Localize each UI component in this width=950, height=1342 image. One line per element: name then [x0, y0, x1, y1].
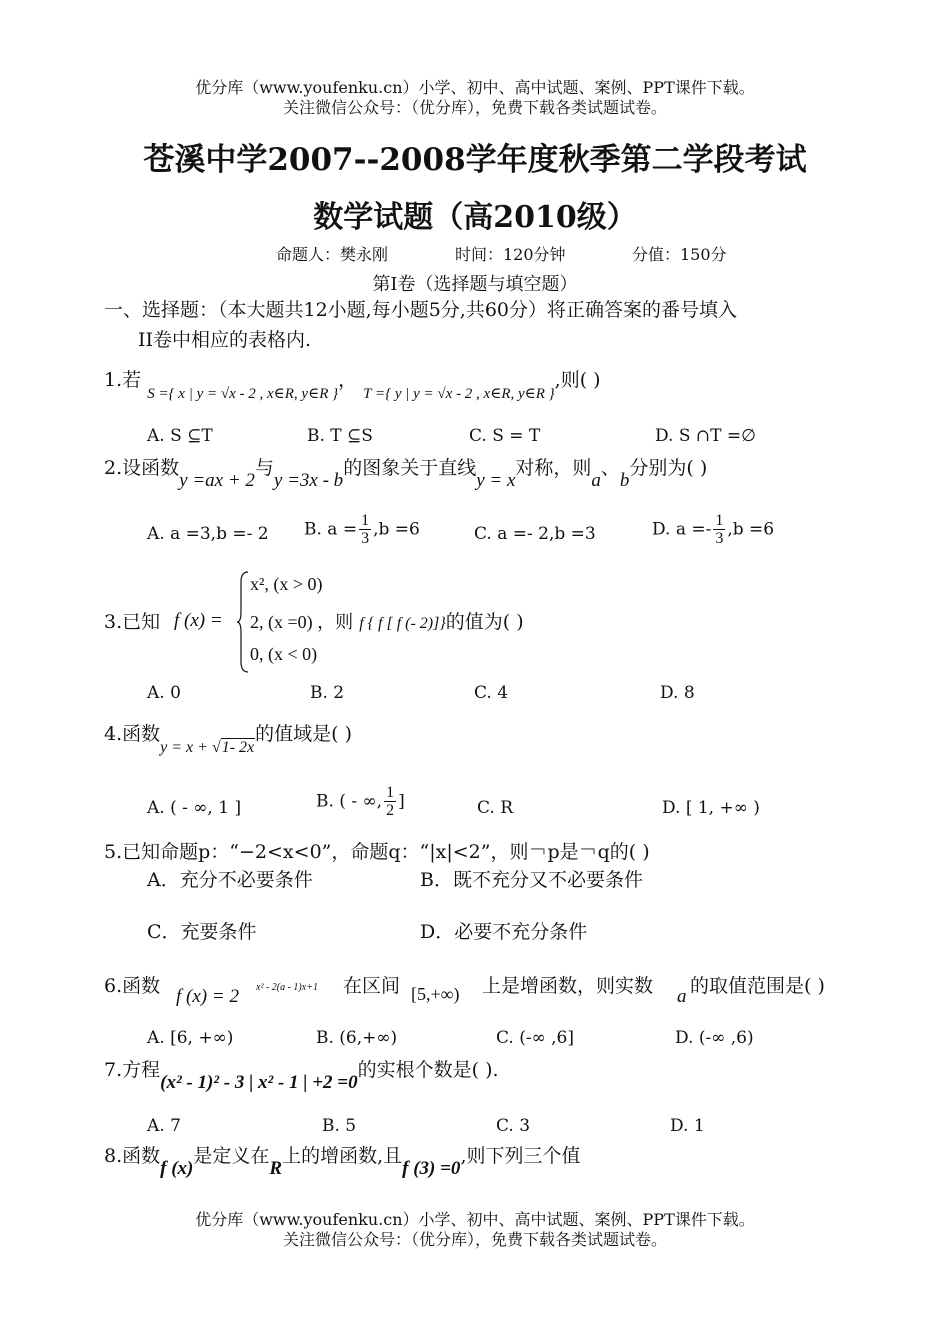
question-2	[104, 454, 708, 491]
q1-set-t: T ={ y | y = √x - 2 , x∈R, y∈R }	[363, 386, 555, 402]
q2-var-a: a	[591, 470, 601, 491]
q8-mid: 是定义在	[193, 1145, 270, 1167]
q5-option-d: D．必要不充分条件	[420, 921, 588, 943]
q6-interval: [5,+∞)	[411, 984, 460, 1004]
q8-number: 8.函数	[104, 1145, 161, 1167]
q6-tail: 的取值范围是( )	[690, 975, 825, 997]
q3-tail: 的值为( )	[445, 611, 524, 633]
section-instruction-line1: 一、选择题：（本大题共12小题,每小题5分,共60分）将正确答案的番号填入	[104, 299, 738, 321]
q6-var-a: a	[677, 986, 687, 1007]
q3-case-3: 0, (x < 0)	[250, 644, 318, 664]
q6-fx: f (x) = 2	[176, 986, 239, 1007]
q3-option-a: A. 0	[147, 683, 181, 703]
q4-radicand: 1- 2x	[221, 739, 255, 756]
q2-option-d-numerator: 1	[715, 512, 724, 529]
header-banner-line2: 关注微信公众号：（优分库），免费下载各类试题试卷。	[282, 98, 667, 117]
q6-option-c: C. (-∞ ,6]	[496, 1028, 575, 1048]
q3-fx: f (x) =	[174, 610, 223, 631]
footer-banner-line1: 优分库（www.youfenku.cn）小学、初中、高中试题、案例、PPT课件下载。	[195, 1210, 755, 1229]
q2-option-d-pre: D. a =-	[652, 519, 712, 540]
q2-line: y = x	[476, 470, 516, 491]
q2-option-b-numerator: 1	[361, 512, 370, 529]
q4-option-b-numerator: 1	[386, 784, 395, 801]
q2-option-c: C. a =- 2,b =3	[474, 524, 596, 544]
q2-function-1: y =ax + 2	[179, 470, 255, 491]
q1-option-d: D. S ∩T =∅	[655, 426, 756, 446]
q3-expression: f { f [ f (- 2)]}	[359, 615, 446, 632]
question-7	[104, 1056, 499, 1093]
q7-tail: 的实根个数是( ).	[357, 1059, 499, 1081]
exam-time: 时间：120分钟	[455, 245, 566, 264]
q5-option-b: B．既不充分又不必要条件	[420, 869, 643, 891]
q4-option-b-post: ]	[398, 791, 405, 812]
q4-option-a: A. ( - ∞, 1 ]	[147, 798, 242, 818]
q6-number: 6.函数	[104, 975, 161, 997]
q6-option-b: B. (6,+∞)	[316, 1028, 398, 1048]
q8-tail: ,则下列三个值	[460, 1145, 581, 1167]
q6-exponent: x² - 2(a - 1)x+1	[256, 982, 318, 993]
q8-mid2: 上的增函数,且	[282, 1145, 403, 1167]
question-5: 5.已知命题p：“−2<x<0”，命题q：“|x|<2”，则￢p是￢q的( )	[104, 841, 650, 863]
q3-option-c: C. 4	[474, 683, 509, 703]
q7-option-c: C. 3	[496, 1116, 531, 1136]
exam-score: 分值：150分	[632, 245, 727, 264]
q2-option-d-fraction	[713, 512, 725, 547]
q2-option-b-fraction	[359, 512, 371, 547]
q2-option-b-denominator: 3	[361, 530, 370, 547]
q4-option-b-pre: B. ( - ∞,	[316, 791, 383, 812]
q2-mid2: 对称，则	[515, 457, 592, 479]
q2-option-b	[304, 512, 420, 547]
q1-separator: ，	[338, 369, 358, 391]
q3-case-2-row	[250, 608, 524, 638]
q2-option-b-post: ,b =6	[373, 519, 420, 540]
q2-with: 与	[254, 457, 274, 479]
q7-option-d: D. 1	[670, 1116, 705, 1136]
q3-case-2: 2, (x =0) ，则	[250, 612, 354, 632]
volume-heading: 第Ⅰ卷（选择题与填空题）	[372, 274, 578, 295]
q4-expression: y = x + √1- 2x	[160, 739, 255, 756]
q5-option-a: A．充分不必要条件	[147, 869, 313, 891]
question-1	[104, 366, 601, 402]
q2-option-a: A. a =3,b =- 2	[147, 524, 269, 544]
q4-tail: 的值域是( )	[255, 723, 353, 745]
q7-option-b: B. 5	[322, 1116, 357, 1136]
q1-tail: ,则( )	[554, 369, 601, 391]
question-8	[104, 1142, 581, 1179]
q4-expression-pre: y = x +	[160, 739, 208, 756]
q4-number: 4.函数	[104, 723, 161, 745]
q4-option-b-denominator: 2	[386, 802, 395, 819]
q4-option-c: C. R	[477, 798, 514, 818]
q6-mid: 在区间	[343, 975, 401, 997]
q2-mid: 的图象关于直线	[343, 457, 477, 479]
q3-number: 3.已知	[104, 611, 161, 633]
q7-number: 7.方程	[104, 1059, 161, 1081]
q4-option-d: D. [ 1, +∞ )	[662, 798, 760, 818]
q1-option-c: C. S = T	[469, 426, 541, 446]
q1-option-a: A. S ⊆T	[147, 426, 213, 446]
q6-option-d: D. (-∞ ,6)	[675, 1028, 754, 1048]
q2-comma: 、	[600, 457, 620, 479]
q5-option-c: C．充要条件	[147, 921, 257, 943]
q7-equation: (x² - 1)² - 3 | x² - 1 | +2 =0	[160, 1072, 358, 1093]
exam-title: 苍溪中学2007--2008学年度秋季第二学段考试	[143, 142, 807, 178]
header-banner-line1: 优分库（www.youfenku.cn）小学、初中、高中试题、案例、PPT课件下载。	[195, 78, 755, 97]
q7-option-a: A. 7	[147, 1116, 181, 1136]
q8-r: R	[269, 1158, 283, 1179]
q2-var-b: b	[619, 470, 630, 491]
q2-tail: 分别为( )	[629, 457, 708, 479]
footer-banner-line2: 关注微信公众号：（优分库），免费下载各类试题试卷。	[282, 1230, 667, 1249]
q2-option-b-pre: B. a =	[304, 519, 358, 540]
q6-option-a: A. [6, +∞)	[147, 1028, 234, 1048]
exam-subtitle: 数学试题（高2010级）	[313, 200, 637, 235]
q4-option-b	[316, 784, 405, 819]
q2-option-d-post: ,b =6	[727, 519, 775, 540]
q1-number: 1.若	[104, 369, 142, 391]
q2-function-2: y =3x - b	[273, 470, 344, 491]
q2-option-d	[652, 512, 774, 547]
author: 命题人：樊永刚	[276, 245, 389, 264]
question-4	[104, 720, 353, 756]
q2-option-d-denominator: 3	[715, 530, 724, 547]
q3-brace	[236, 570, 250, 674]
q8-fx: f (x)	[160, 1158, 194, 1179]
q3-option-d: D. 8	[660, 683, 695, 703]
q2-number: 2.设函数	[104, 457, 180, 479]
q8-condition: f (3) =0	[402, 1158, 461, 1179]
q3-option-b: B. 2	[310, 683, 345, 703]
q4-option-b-fraction	[384, 784, 396, 819]
q6-mid2: 上是增函数，则实数	[482, 975, 654, 997]
section-instruction-line2: II卷中相应的表格内.	[138, 329, 312, 351]
q1-set-s: S ={ x | y = √x - 2 , x∈R, y∈R }	[147, 386, 339, 402]
q1-option-b: B. T ⊆S	[307, 426, 373, 446]
q3-case-1: x², (x > 0)	[250, 574, 323, 594]
